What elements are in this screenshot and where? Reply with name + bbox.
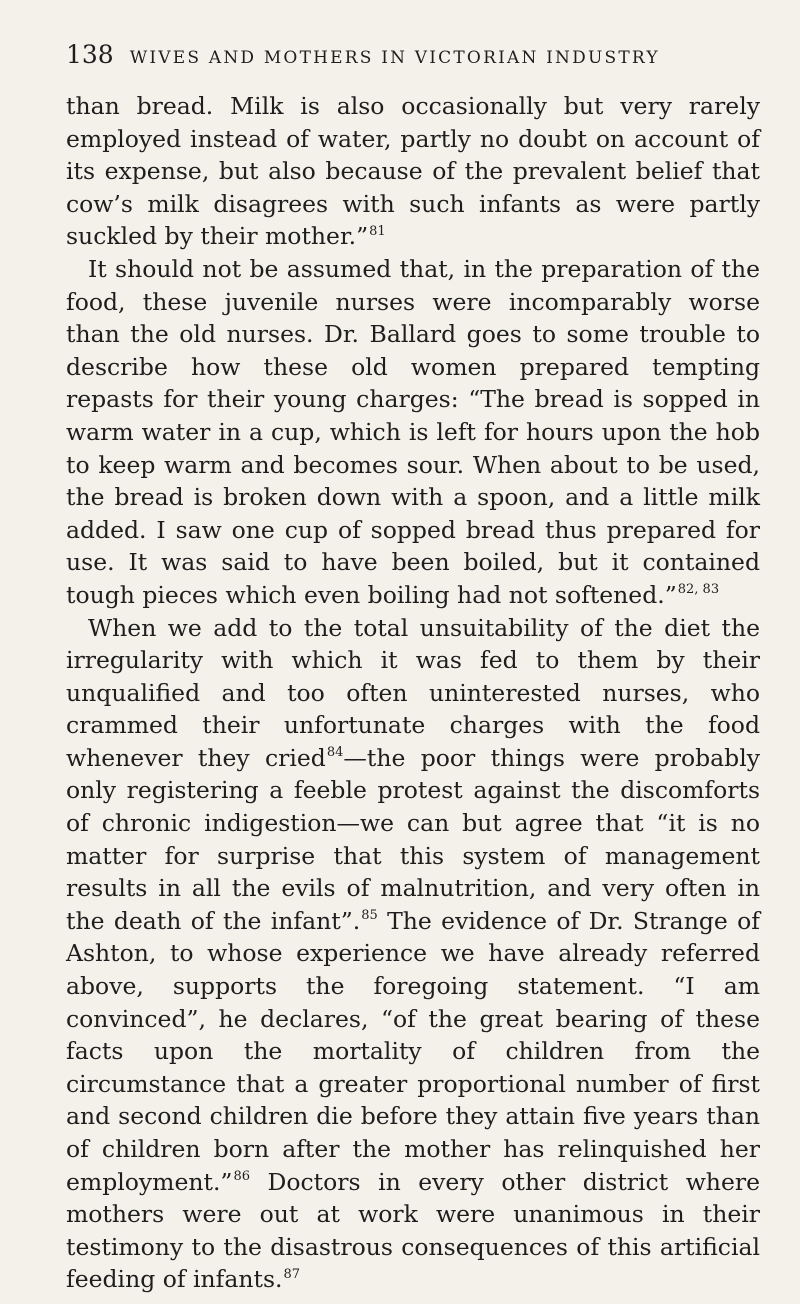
footnote-ref-87: 87 xyxy=(283,1266,301,1282)
running-head xyxy=(66,40,760,74)
body-text xyxy=(66,90,760,1296)
footnote-ref-85: 85 xyxy=(361,908,378,924)
paragraph-3-text-c: The evidence of Dr. Strange of Ashton, to whose experience we have already referred above, supports the foregoing statement. “I am convinced”, he declares, “of the great bearing of these facts upon the mortality of children from the circumstance that a greater proportional number of first and second children die before they attain five years than of children born after the mother has relinquished her employment.” xyxy=(66,906,760,1196)
paragraph-3-text-a: When we add to the total unsuitability of the diet the irregularity with which it was fed to them by their unqualified and too often uninterested nurses, who crammed their unfortunate charges with the food whenever they cried xyxy=(66,613,760,772)
footnote-ref-86: 86 xyxy=(233,1168,250,1184)
footnote-ref-82-83: 82, 83 xyxy=(677,582,720,598)
footnote-ref-84: 84 xyxy=(326,745,344,761)
paragraph-3-text-d: Doctors in every other district where mothers were out at work were unanimous in their testimony to the disastrous consequences of this artificial feeding of infants. xyxy=(66,1167,760,1294)
paragraph-1-text: than bread. Milk is also occasionally but very rarely employed instead of water, partly no doubt on account of its expense, but also because of the prevalent belief that cow’s milk disagrees with such infants as were partly suckled by their mother.” xyxy=(66,92,760,251)
paragraph-2 xyxy=(66,253,760,612)
paragraph-2-text: It should not be assumed that, in the preparation of the food, these juvenile nurses were incomparably worse than the old nurses. Dr. Ballard goes to some trouble to describe how these old women prepared tempting repasts for their young charges: “The bread is sopped in warm water in a cup, which is left for hours upon the hob to keep warm and becomes sour. When about to be used, the bread is broken down with a spoon, and a little milk added. I saw one cup of sopped bread thus prepared for use. It was said to have been boiled, but it contained tough pieces which even boiling had not softened.” xyxy=(66,254,760,609)
paragraph-3-text-b: —the poor things were probably only registering a feeble protest against the discomforts of chronic indigestion—we can but agree that “it is no matter for surprise that this system of management results in all the evils of malnutrition, and very often in the death of the infant”. xyxy=(66,743,760,935)
paragraph-3 xyxy=(66,612,760,1296)
running-title: WIVES AND MOTHERS IN VICTORIAN INDUSTRY xyxy=(129,48,660,68)
page-number: 138 xyxy=(66,40,114,69)
paragraph-1 xyxy=(66,90,760,253)
footnote-ref-81: 81 xyxy=(369,223,386,239)
